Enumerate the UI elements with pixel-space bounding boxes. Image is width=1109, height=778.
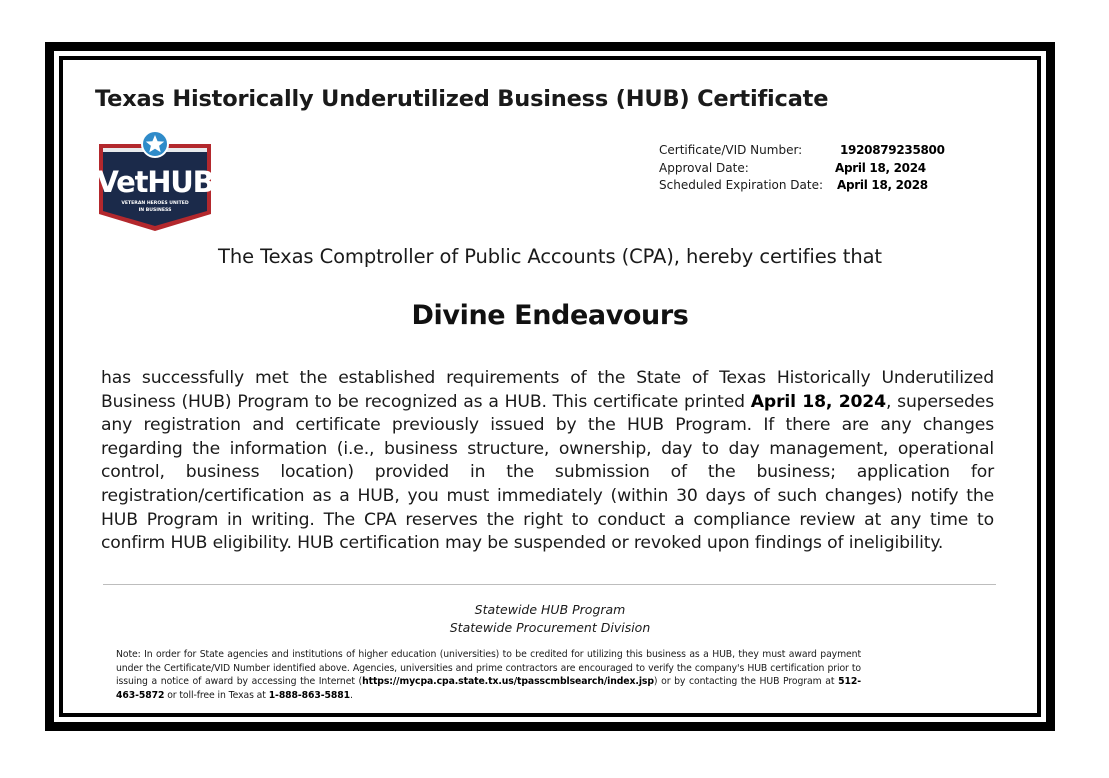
body-text-part-1: has successfully met the established requirements of the State of Texas Historically Underutilized Business (HUB) Program to be recognized as a HUB. This certificate printed	[101, 368, 994, 412]
approval-date-value: April 18, 2024	[835, 160, 926, 175]
star-icon	[142, 131, 168, 157]
hub-phone: 512-463-5872	[116, 676, 861, 701]
certificate-number-label: Certificate/VID Number:	[659, 143, 803, 157]
certifies-statement: The Texas Comptroller of Public Accounts (CPA), hereby certifies that	[218, 245, 882, 268]
printed-date: April 18, 2024	[750, 391, 886, 412]
certificate-body	[101, 367, 994, 556]
note-part-1: Note: In order for State agencies and institutions of higher education (universities) to be credited for utilizing this business as a HUB, they must award payment under the Certificate/VID Number identified above. Agencies, universities and prime contractors are encouraged to verify the company's HUB certification prior to issuing a notice of award by accessing the Internet (	[116, 649, 861, 688]
expiration-date-value: April 18, 2028	[837, 178, 928, 192]
certificate-number-value: 1920879235800	[840, 143, 945, 157]
note-part-4: .	[350, 689, 353, 701]
note-part-2: ) or by contacting the HUB Program at	[653, 676, 839, 688]
footer-program: Statewide HUB Program	[474, 602, 626, 617]
note-part-3: or toll-free in Texas at	[164, 689, 269, 701]
logo-tagline-2: IN BUSINESS	[138, 208, 172, 213]
verification-url: https://mycpa.cpa.state.tx.us/tpasscmblsearch/index.jsp	[362, 676, 654, 688]
body-text-part-2: , supersedes any registration and certificate previously issued by the HUB Program. If there are any changes regarding the information (i.e., business structure, ownership, day to day management, operational control, business location) provided in the submission of the business; application for registration/certification as a HUB, you must immediately (within 30 days of such changes) notify the HUB Program in writing. The CPA reserves the right to conduct a compliance review at any time to confirm HUB eligibility. HUB certification may be suspended or revoked upon findings of ineligibility.	[101, 391, 995, 554]
vethub-logo	[95, 128, 215, 234]
footer-divider	[103, 584, 996, 585]
footer-division: Statewide Procurement Division	[449, 620, 651, 635]
certificate-title: Texas Historically Underutilized Business (HUB) Certificate	[95, 86, 829, 112]
logo-text: VetHUB	[96, 165, 214, 199]
approval-date-label: Approval Date:	[659, 160, 749, 175]
business-name: Divine Endeavours	[411, 300, 689, 331]
logo-tagline-1: VETERAN HEROES UNITED	[121, 201, 189, 206]
expiration-date-label: Scheduled Expiration Date:	[659, 178, 824, 192]
certificate-note	[116, 648, 861, 702]
hub-tollfree-phone: 1-888-863-5881	[268, 689, 351, 701]
